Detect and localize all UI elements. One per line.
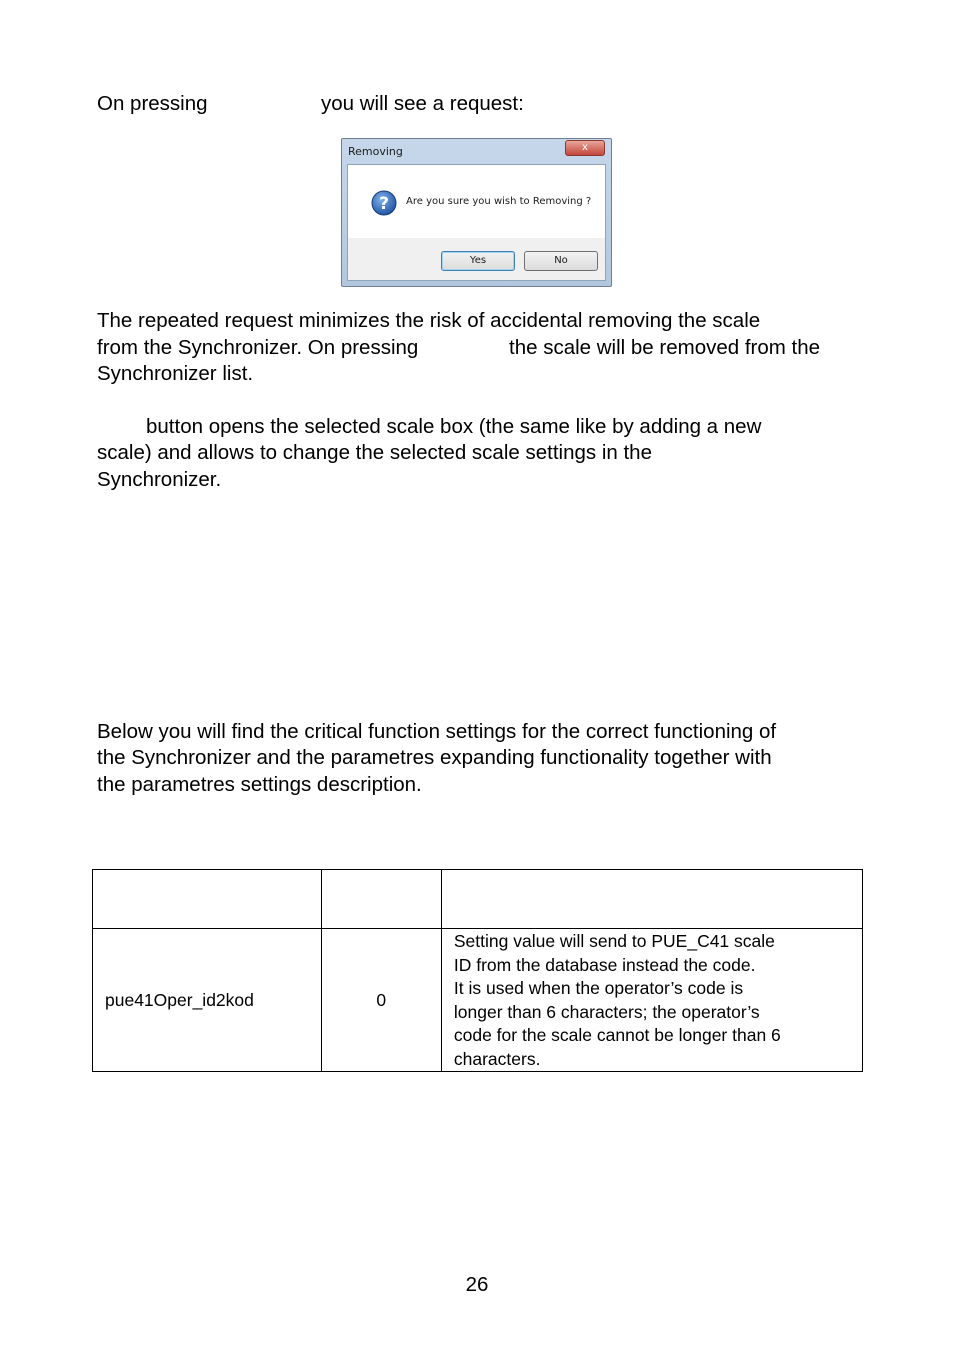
para-repeated-line1: The repeated request minimizes the risk of accidental removing the scale <box>97 309 761 332</box>
page-number: 26 <box>465 1273 489 1296</box>
para-button-line1: button opens the selected scale box (the same like by adding a new <box>146 415 762 438</box>
param-name-cell: pue41Oper_id2kod <box>93 929 322 1072</box>
header-cell-name <box>93 870 322 929</box>
intro-suffix: you will see a request: <box>321 92 524 115</box>
table-row <box>93 929 863 1072</box>
removing-dialog <box>341 138 612 287</box>
desc-line: code for the scale cannot be longer than 6 <box>453 1025 781 1045</box>
dialog-body <box>347 164 606 281</box>
param-value-cell: 0 <box>321 929 441 1072</box>
para-below-line1: Below you will find the critical function settings for the correct functioning of <box>97 720 777 743</box>
para-repeated-line2-prefix: from the Synchronizer. On pressing <box>97 336 419 359</box>
para-button-line3: Synchronizer. <box>97 468 222 491</box>
para-repeated-line2-suffix: the scale will be removed from the <box>509 336 821 359</box>
para-repeated-line3: Synchronizer list. <box>97 362 254 385</box>
desc-line: longer than 6 characters; the operator’s <box>453 1001 760 1022</box>
para-button-line2: scale) and allows to change the selected scale settings in the <box>97 441 652 464</box>
close-icon[interactable]: x <box>565 140 605 156</box>
para-below-line3: the parametres settings description. <box>97 773 422 796</box>
yes-button[interactable]: Yes <box>441 251 515 271</box>
para-below-line2: the Synchronizer and the parametres expanding functionality together with <box>97 746 772 769</box>
header-cell-description <box>441 870 862 929</box>
desc-line: characters. <box>453 1048 541 1069</box>
parameters-table <box>92 869 863 1072</box>
header-cell-value <box>321 870 441 929</box>
no-button[interactable]: No <box>524 251 598 271</box>
table-header-row <box>93 870 863 929</box>
svg-text:?: ? <box>379 194 389 214</box>
dialog-message: Are you sure you wish to Removing ? <box>406 196 592 207</box>
intro-prefix: On pressing <box>97 92 208 115</box>
desc-line: ID from the database instead the code. <box>453 954 756 975</box>
desc-line: Setting value will send to PUE_C41 scale <box>453 931 775 951</box>
dialog-title: Removing <box>348 145 403 158</box>
question-icon <box>371 190 397 216</box>
desc-line: It is used when the operator’s code is <box>453 978 744 998</box>
param-description-cell <box>441 929 862 1072</box>
